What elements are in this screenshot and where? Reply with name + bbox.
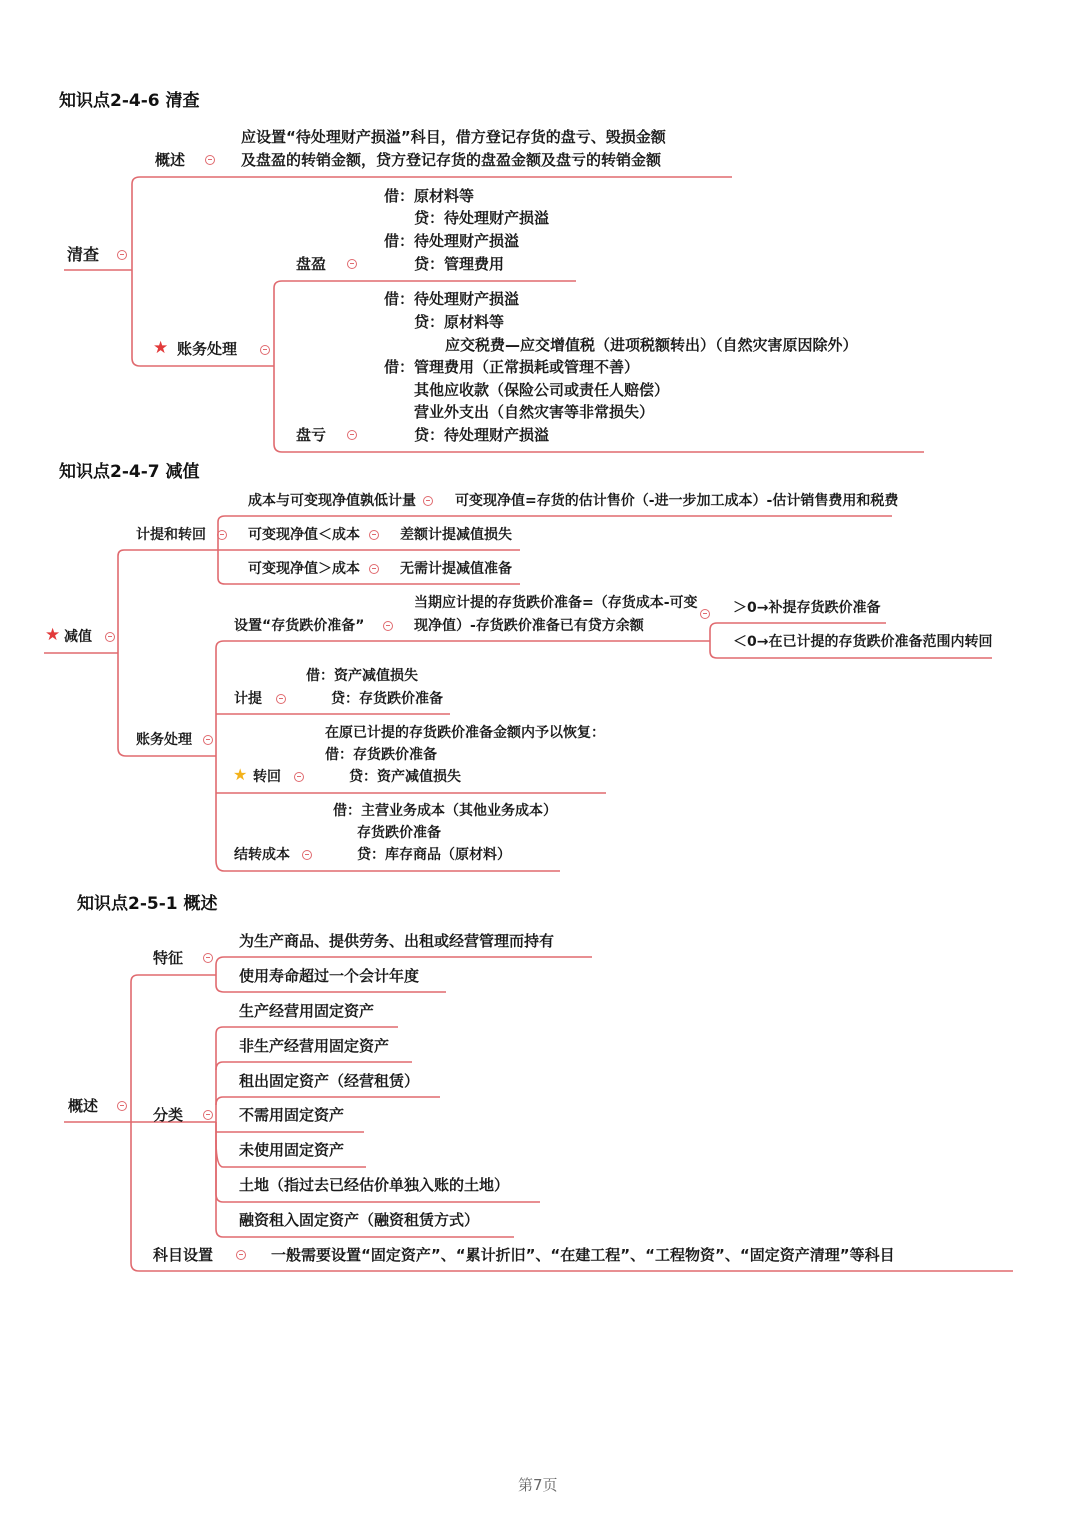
section-title: 知识点2-5-1 概述 <box>77 894 218 914</box>
section-title: 知识点2-4-7 减值 <box>59 462 200 482</box>
mindmap-root-node[interactable]: 清查 <box>67 245 100 264</box>
class-item: 不需用固定资产 <box>239 1106 345 1124</box>
class-item: 非生产经营用固定资产 <box>239 1037 390 1055</box>
rule-text: 可变现净值=存货的估计售价（-进一步加工成本）-估计销售费用和税费 <box>455 493 899 509</box>
collapse-minus-icon[interactable] <box>117 250 127 260</box>
setup-line: 现净值）-存货跌价准备已有贷方余额 <box>414 618 644 634</box>
subject-text: 一般需要设置“固定资产”、“累计折旧”、“在建工程”、“工程物资”、“固定资产清理”等科目 <box>271 1246 895 1264</box>
entry-line: 借：待处理财产损溢 <box>384 232 520 250</box>
node-accounting[interactable]: 账务处理 <box>177 340 238 358</box>
collapse-minus-icon[interactable] <box>205 155 215 165</box>
node-deficit[interactable]: 盘亏 <box>296 426 327 444</box>
entry-line: 应交税费—应交增值税（进项税额转出）（自然灾害原因除外） <box>445 336 858 354</box>
negative-branch: ＜0→在已计提的存货跌价准备范围内转回 <box>733 634 993 650</box>
entry-line: 借：主营业务成本（其他业务成本） <box>333 803 557 819</box>
collapse-minus-icon[interactable] <box>260 345 270 355</box>
collapse-minus-icon[interactable] <box>700 609 710 619</box>
collapse-minus-icon[interactable] <box>236 1250 246 1260</box>
collapse-minus-icon[interactable] <box>383 621 393 631</box>
entry-line: 存货跌价准备 <box>357 825 441 841</box>
star-icon: ★ <box>45 625 61 645</box>
entry-line: 借：待处理财产损溢 <box>384 290 520 308</box>
entry-line: 贷：库存商品（原材料） <box>357 847 511 863</box>
entry-line: 借：存货跌价准备 <box>325 747 437 763</box>
entry-line: 其他应收款（保险公司或责任人赔偿） <box>414 381 670 399</box>
class-item: 未使用固定资产 <box>239 1141 345 1159</box>
entry-line: 贷：原材料等 <box>414 313 505 331</box>
overview-line: 及盘盈的转销金额，贷方登记存货的盘盈金额及盘亏的转销金额 <box>241 151 662 169</box>
class-item: 租出固定资产（经营租赁） <box>239 1072 420 1090</box>
class-item: 融资租入固定资产（融资租赁方式） <box>239 1211 480 1229</box>
node-provision[interactable]: 计提和转回 <box>136 527 206 543</box>
lt-text: 差额计提减值损失 <box>400 527 512 543</box>
entry-line: 借：资产减值损失 <box>306 668 418 684</box>
node-features[interactable]: 特征 <box>153 949 184 967</box>
class-item: 土地（指过去已经估价单独入账的土地） <box>239 1176 510 1194</box>
collapse-minus-icon[interactable] <box>117 1101 127 1111</box>
node-setup[interactable]: 设置“存货跌价准备” <box>234 618 365 634</box>
node-accrue[interactable]: 计提 <box>234 691 262 707</box>
positive-branch: ＞0→补提存货跌价准备 <box>733 600 881 616</box>
collapse-minus-icon[interactable] <box>294 772 304 782</box>
collapse-minus-icon[interactable] <box>217 530 227 540</box>
feature-item: 使用寿命超过一个会计年度 <box>239 967 420 985</box>
collapse-minus-icon[interactable] <box>105 632 115 642</box>
node-reverse[interactable]: 转回 <box>253 769 281 785</box>
entry-line: 贷：管理费用 <box>414 255 505 273</box>
collapse-minus-icon[interactable] <box>423 496 433 506</box>
entry-line: 贷：待处理财产损溢 <box>414 426 550 444</box>
mindmap-root-node[interactable]: 概述 <box>68 1097 99 1115</box>
page-number: 第7页 <box>518 1476 558 1494</box>
collapse-minus-icon[interactable] <box>369 564 379 574</box>
section-title: 知识点2-4-6 清查 <box>59 91 200 111</box>
node-accounting[interactable]: 账务处理 <box>136 732 192 748</box>
node-classification[interactable]: 分类 <box>153 1106 184 1124</box>
node-surplus[interactable]: 盘盈 <box>296 255 327 273</box>
overview-line: 应设置“待处理财产损溢”科目，借方登记存货的盘亏、毁损金额 <box>241 128 666 146</box>
node-nrv-gt-cost[interactable]: 可变现净值＞成本 <box>248 561 360 577</box>
entry-line: 在原已计提的存货跌价准备金额内予以恢复： <box>325 725 605 741</box>
node-subjects[interactable]: 科目设置 <box>153 1246 214 1264</box>
entry-line: 借：管理费用（正常损耗或管理不善） <box>384 358 640 376</box>
collapse-minus-icon[interactable] <box>369 530 379 540</box>
entry-line: 贷：存货跌价准备 <box>331 691 443 707</box>
collapse-minus-icon[interactable] <box>347 430 357 440</box>
node-rule[interactable]: 成本与可变现净值孰低计量 <box>248 493 416 509</box>
gt-text: 无需计提减值准备 <box>400 561 512 577</box>
collapse-minus-icon[interactable] <box>302 850 312 860</box>
entry-line: 贷：资产减值损失 <box>349 769 461 785</box>
collapse-minus-icon[interactable] <box>347 259 357 269</box>
entry-line: 贷：待处理财产损溢 <box>414 209 550 227</box>
class-item: 生产经营用固定资产 <box>239 1002 375 1020</box>
collapse-minus-icon[interactable] <box>203 735 213 745</box>
node-nrv-lt-cost[interactable]: 可变现净值＜成本 <box>248 527 360 543</box>
collapse-minus-icon[interactable] <box>276 694 286 704</box>
star-icon: ★ <box>153 338 169 358</box>
node-overview[interactable]: 概述 <box>155 151 186 169</box>
node-carry-cost[interactable]: 结转成本 <box>234 847 290 863</box>
star-icon: ★ <box>233 765 248 784</box>
setup-line: 当期应计提的存货跌价准备=（存货成本-可变 <box>414 595 698 611</box>
entry-line: 营业外支出（自然灾害等非常损失） <box>414 403 655 421</box>
entry-line: 借：原材料等 <box>384 187 475 205</box>
mindmap-root-node[interactable]: 减值 <box>64 629 92 645</box>
collapse-minus-icon[interactable] <box>203 953 213 963</box>
collapse-minus-icon[interactable] <box>203 1110 213 1120</box>
feature-item: 为生产商品、提供劳务、出租或经营管理而持有 <box>239 932 555 950</box>
